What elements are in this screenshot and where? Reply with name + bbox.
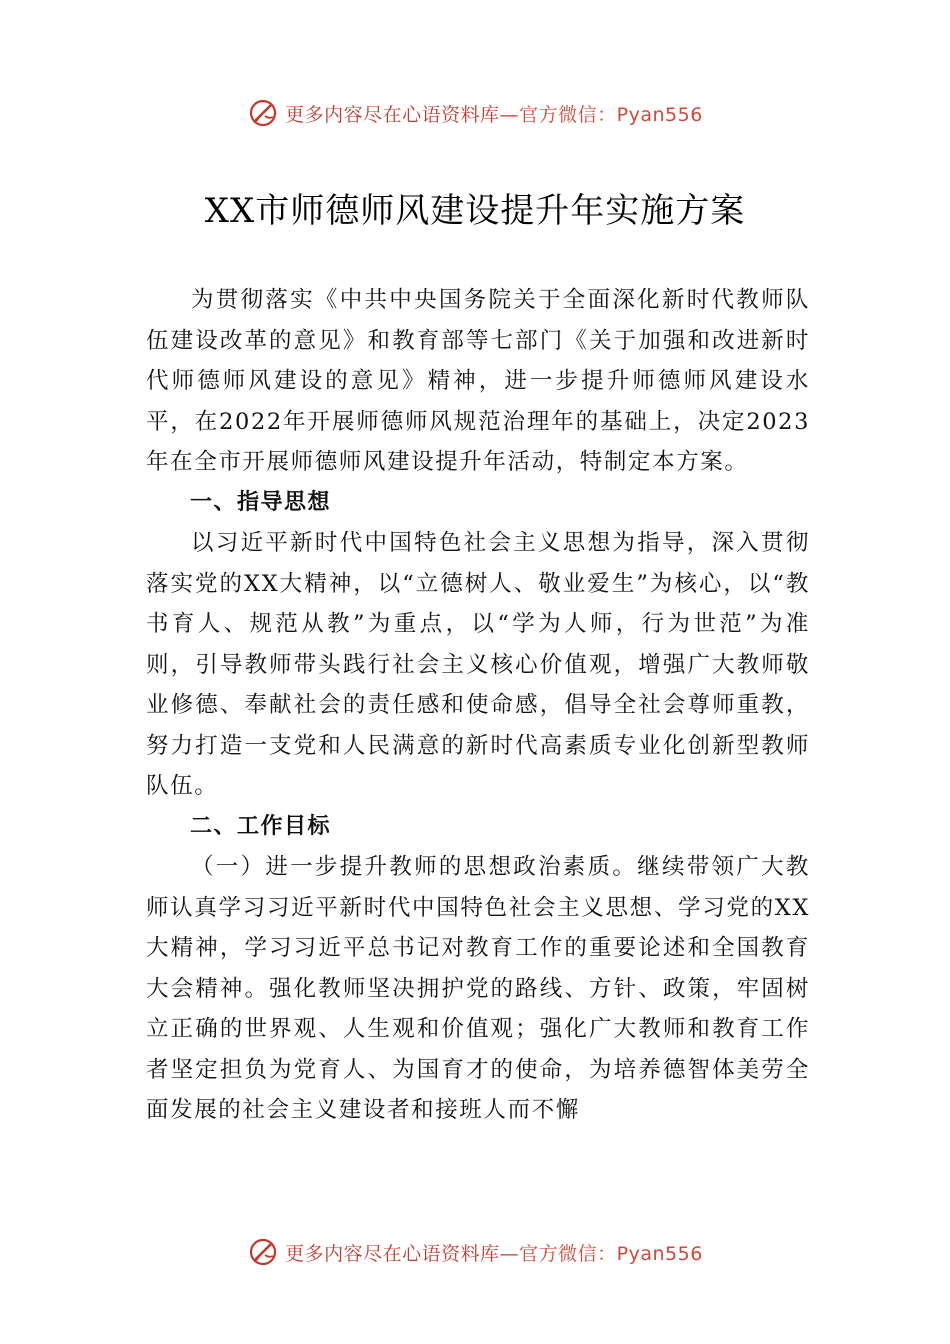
document-body — [146, 280, 810, 1131]
watermark-main-text: 更多内容尽在心语资料库— — [285, 1242, 520, 1265]
brush-logo-icon — [247, 1236, 279, 1268]
watermark-main-text: 更多内容尽在心语资料库— — [285, 103, 520, 126]
watermark-header — [0, 93, 950, 133]
intro-paragraph: 为贯彻落实《中共中央国务院关于全面深化新时代教师队伍建设改革的意见》和教育部等七部门《关于加强和改进新时代师德师风建设的意见》精神，进一步提升师德师风建设水平，在2022年开展师德师风规范治理年的基础上，决定2023年在全市开展师德师风建设提升年活动，特制定本方案。 — [146, 287, 810, 475]
section-heading-work-goals: 二、工作目标 — [190, 813, 332, 839]
section-heading-guiding-ideology: 一、指导思想 — [190, 489, 332, 515]
document-title: XX市师德师风建设提升年实施方案 — [204, 191, 746, 231]
work-goals-paragraph: （一）进一步提升教师的思想政治素质。继续带领广大教师认真学习习近平新时代中国特色社会主义思想、学习党的XX大精神，学习习近平总书记对教育工作的重要论述和全国教育大会精神。强化教师坚决拥护党的路线、方针、政策，牢固树立正确的世界观、人生观和价值观；强化广大教师和教育工作者坚定担负为党育人、为国育才的使命，为培养德智体美劳全面发展的社会主义建设者和接班人而不懈 — [146, 854, 810, 1123]
watermark-sub-text: 官方微信：Pyan556 — [519, 103, 703, 126]
watermark-footer — [0, 1232, 950, 1272]
watermark-sub-text: 官方微信：Pyan556 — [519, 1242, 703, 1265]
brush-logo-icon — [247, 97, 279, 129]
guiding-ideology-paragraph: 以习近平新时代中国特色社会主义思想为指导，深入贯彻落实党的XX大精神，以“立德树人、敬业爱生”为核心，以“教书育人、规范从教”为重点，以“学为人师，行为世范”为准则，引导教师带头践行社会主义核心价值观，增强广大教师敬业修德、奉献社会的责任感和使命感，倡导全社会尊师重教，努力打造一支党和人民满意的新时代高素质专业化创新型教师队伍。 — [146, 530, 810, 799]
